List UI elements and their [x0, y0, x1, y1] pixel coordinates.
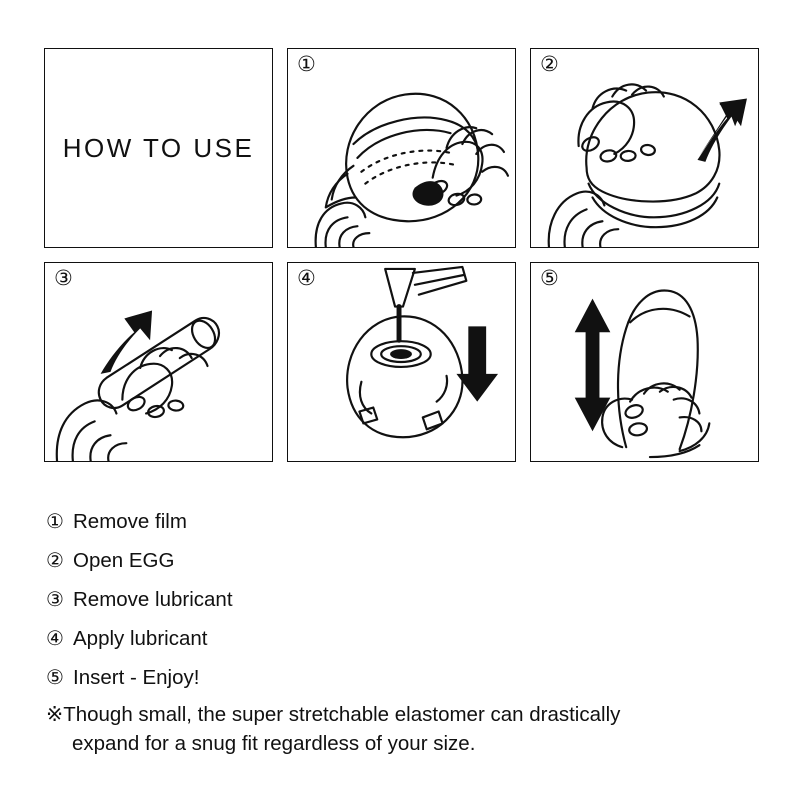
legend-list	[46, 502, 762, 697]
legend-item-1	[46, 502, 762, 541]
panel-step-2	[530, 48, 759, 248]
legend-label: Open EGG	[73, 549, 175, 572]
footnote-line-2: expand for a snug fit regardless of your size.	[72, 732, 476, 755]
legend-label: Apply lubricant	[73, 627, 208, 650]
panel-how-to-use	[44, 48, 273, 248]
legend-label: Remove lubricant	[73, 588, 233, 611]
legend-item-3	[46, 580, 762, 619]
step-number-4: ④	[297, 266, 316, 290]
panel-step-3	[44, 262, 273, 462]
illustration-open-egg	[531, 49, 758, 247]
legend-marker: ②	[46, 548, 64, 572]
legend-marker: ④	[46, 626, 64, 650]
legend-item-2	[46, 541, 762, 580]
illustration-apply-lubricant	[288, 263, 515, 461]
step-number-3: ③	[54, 266, 73, 290]
legend-marker: ⑤	[46, 665, 64, 689]
illustration-insert-enjoy	[531, 263, 758, 461]
page-title: HOW TO USE	[62, 132, 255, 163]
footnote-marker: ※	[46, 702, 64, 726]
illustration-remove-lubricant	[45, 263, 272, 461]
legend-marker: ③	[46, 587, 64, 611]
panel-step-1	[287, 48, 516, 248]
step-number-2: ②	[540, 52, 559, 76]
legend-marker: ①	[46, 509, 64, 533]
footnote-line-1: Though small, the super stretchable elastomer can drastically	[63, 703, 621, 726]
legend-label: Remove film	[73, 510, 187, 533]
panel-step-4	[287, 262, 516, 462]
panel-grid	[44, 48, 760, 462]
legend-item-5	[46, 658, 762, 697]
illustration-remove-film	[288, 49, 515, 247]
panel-step-5	[530, 262, 759, 462]
legend-item-4	[46, 619, 762, 658]
footnote	[46, 700, 766, 758]
step-number-5: ⑤	[540, 266, 559, 290]
legend-label: Insert - Enjoy!	[73, 666, 200, 689]
step-number-1: ①	[297, 52, 316, 76]
